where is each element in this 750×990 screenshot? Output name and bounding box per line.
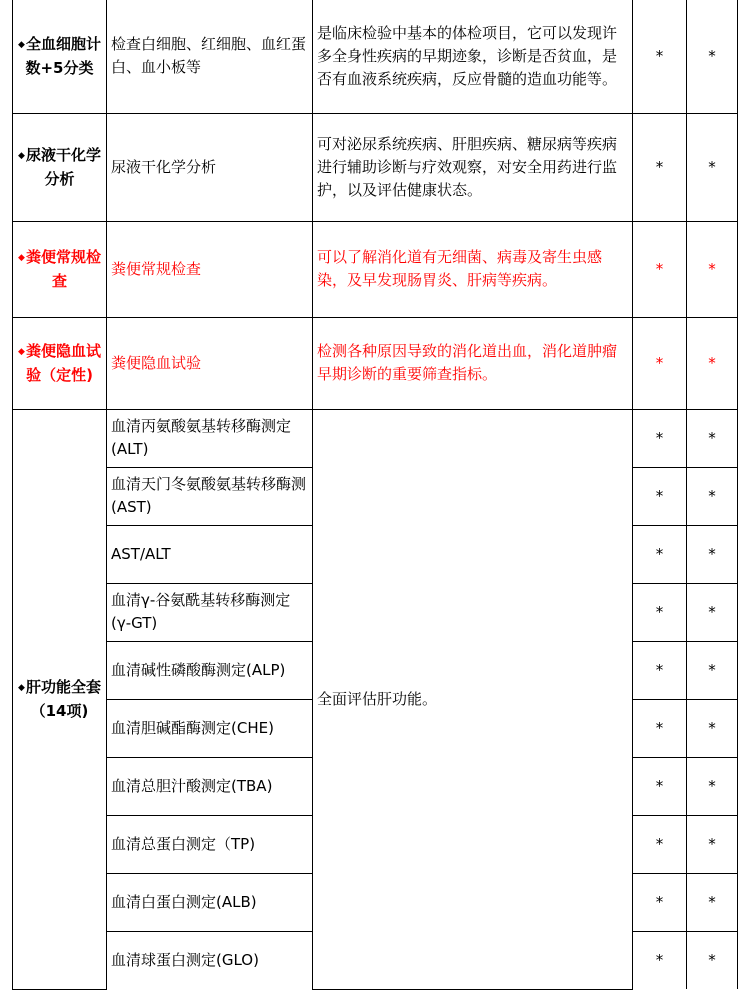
mark-cell: * — [687, 757, 738, 815]
mark-cell: * — [633, 317, 687, 409]
table-row — [13, 113, 738, 221]
mark-cell: * — [687, 113, 738, 221]
category-label: 尿液干化学分析 — [25, 145, 101, 188]
diamond-bullet-icon: ◆ — [18, 346, 25, 357]
description-cell: 检测各种原因导致的消化道出血，消化道肿瘤早期诊断的重要筛查指标。 — [313, 317, 633, 409]
diamond-bullet-icon: ◆ — [18, 252, 25, 263]
category-cell — [13, 221, 107, 317]
exam-items-table — [12, 0, 738, 990]
mark-cell: * — [633, 641, 687, 699]
item-cell: 血清总胆汁酸测定(TBA) — [107, 757, 313, 815]
item-cell: 血清球蛋白测定(GLO) — [107, 931, 313, 989]
description-cell: 是临床检验中基本的体检项目，它可以发现许多全身性疾病的早期迹象，诊断是否贫血，是否有血液系统疾病，反应骨髓的造血功能等。 — [313, 0, 633, 113]
description-cell: 可对泌尿系统疾病、肝胆疾病、糖尿病等疾病进行辅助诊断与疗效观察，对安全用药进行监护，以及评估健康状态。 — [313, 113, 633, 221]
mark-cell: * — [633, 583, 687, 641]
category-label: 全血细胞计数+5分类 — [25, 34, 101, 77]
item-cell: AST/ALT — [107, 525, 313, 583]
table-row — [13, 317, 738, 409]
mark-cell: * — [687, 815, 738, 873]
mark-cell: * — [633, 931, 687, 989]
mark-cell: * — [633, 815, 687, 873]
mark-cell: * — [687, 0, 738, 113]
description-cell: 可以了解消化道有无细菌、病毒及寄生虫感染，及早发现肠胃炎、肝病等疾病。 — [313, 221, 633, 317]
category-cell — [13, 409, 107, 989]
mark-cell: * — [687, 699, 738, 757]
mark-cell: * — [633, 409, 687, 467]
mark-cell: * — [687, 317, 738, 409]
category-cell — [13, 317, 107, 409]
mark-cell: * — [633, 873, 687, 931]
mark-cell: * — [687, 467, 738, 525]
table-row — [13, 0, 738, 113]
table-row — [13, 221, 738, 317]
mark-cell: * — [687, 873, 738, 931]
mark-cell: * — [687, 641, 738, 699]
mark-cell: * — [633, 467, 687, 525]
mark-cell: * — [687, 221, 738, 317]
mark-cell: * — [633, 699, 687, 757]
mark-cell: * — [633, 525, 687, 583]
item-cell: 血清丙氨酸氨基转移酶测定(ALT) — [107, 409, 313, 467]
mark-cell: * — [633, 0, 687, 113]
category-cell — [13, 0, 107, 113]
mark-cell: * — [687, 409, 738, 467]
item-cell: 血清碱性磷酸酶测定(ALP) — [107, 641, 313, 699]
mark-cell: * — [633, 221, 687, 317]
mark-cell: * — [687, 583, 738, 641]
item-cell: 血清总蛋白测定（TP) — [107, 815, 313, 873]
item-cell: 尿液干化学分析 — [107, 113, 313, 221]
table-row — [13, 409, 738, 467]
item-cell: 粪便隐血试验 — [107, 317, 313, 409]
category-label: 肝功能全套（14项) — [25, 677, 101, 720]
item-cell: 血清γ-谷氨酰基转移酶测定(γ-GT) — [107, 583, 313, 641]
diamond-bullet-icon: ◆ — [18, 39, 25, 50]
mark-cell: * — [633, 757, 687, 815]
mark-cell: * — [687, 931, 738, 989]
item-cell: 检查白细胞、红细胞、血红蛋白、血小板等 — [107, 0, 313, 113]
category-label: 粪便隐血试验（定性) — [25, 341, 101, 384]
item-cell: 血清胆碱酯酶测定(CHE) — [107, 699, 313, 757]
diamond-bullet-icon: ◆ — [18, 150, 25, 161]
item-cell: 粪便常规检查 — [107, 221, 313, 317]
item-cell: 血清白蛋白测定(ALB) — [107, 873, 313, 931]
item-cell: 血清天门冬氨酸氨基转移酶测(AST) — [107, 467, 313, 525]
mark-cell: * — [687, 525, 738, 583]
mark-cell: * — [633, 113, 687, 221]
category-cell — [13, 113, 107, 221]
diamond-bullet-icon: ◆ — [18, 682, 25, 693]
description-cell: 全面评估肝功能。 — [313, 409, 633, 989]
category-label: 粪便常规检查 — [25, 247, 101, 290]
